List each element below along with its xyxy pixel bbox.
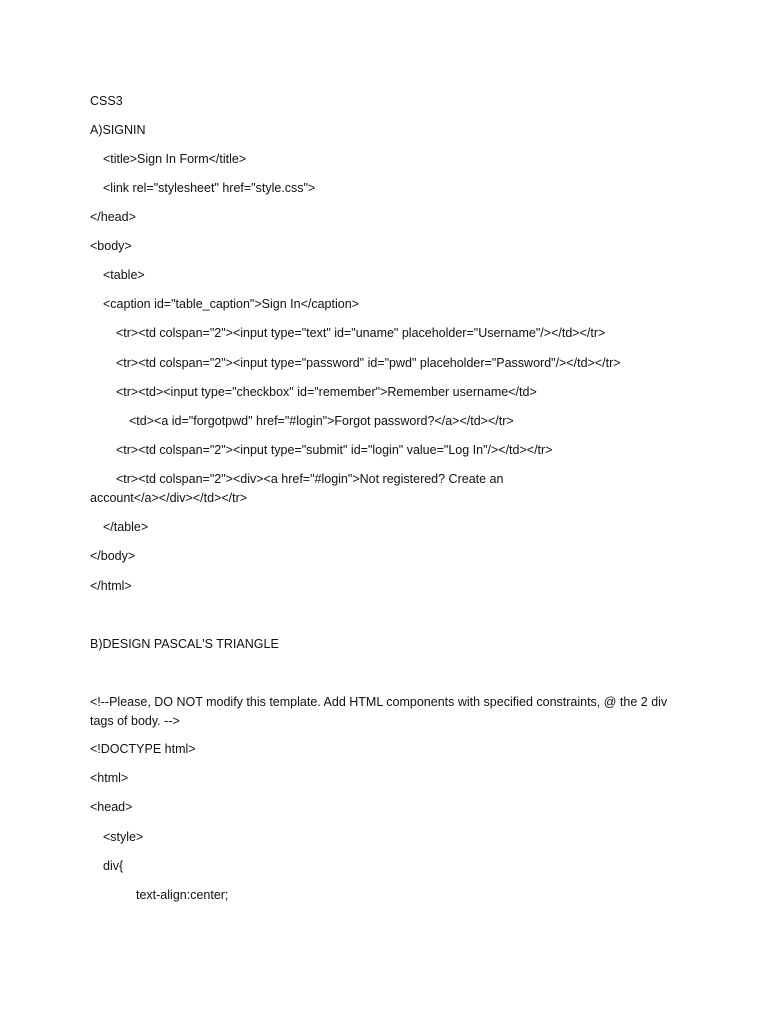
heading-pascals-triangle: B)DESIGN PASCAL'S TRIANGLE [90, 637, 279, 651]
code-line-row-submit: <tr><td colspan="2"><input type="submit" id="login" value="Log In"/></td></tr> [116, 443, 553, 457]
code-line-html-close: </html> [90, 579, 132, 593]
code-line-row-username: <tr><td colspan="2"><input type="text" id="uname" placeholder="Username"/></td></tr> [116, 326, 606, 340]
code-line-row-remember: <tr><td><input type="checkbox" id="remember">Remember username</td> [116, 385, 537, 399]
code-line-text-align: text-align:center; [136, 888, 229, 902]
code-line-body-close: </body> [90, 549, 136, 563]
code-line-table-close: </table> [103, 520, 149, 534]
code-line-comment-cont: tags of body. --> [90, 714, 180, 728]
code-line-row-register: <tr><td colspan="2"><div><a href="#login">Not registered? Create an [116, 472, 504, 486]
code-line-style-open: <style> [103, 830, 144, 844]
code-line-head-close: </head> [90, 210, 136, 224]
code-line-div-selector: div{ [103, 859, 124, 873]
heading-signin: A)SIGNIN [90, 123, 146, 137]
code-line-forgot-password: <td><a id="forgotpwd" href="#login">Forgot password?</a></td></tr> [129, 414, 514, 428]
code-line-comment: <!--Please, DO NOT modify this template. Add HTML components with specified constraints, @ the 2 div [90, 695, 668, 709]
code-line-doctype: <!DOCTYPE html> [90, 742, 196, 756]
code-line-title: <title>Sign In Form</title> [103, 152, 247, 166]
code-line-table-open: <table> [103, 268, 145, 282]
code-line-head-open: <head> [90, 800, 133, 814]
code-line-caption: <caption id="table_caption">Sign In</caption> [103, 297, 359, 311]
code-line-body-open: <body> [90, 239, 132, 253]
code-line-row-register-cont: account</a></div></td></tr> [90, 491, 248, 505]
heading-css3: CSS3 [90, 94, 123, 108]
code-line-link: <link rel="stylesheet" href="style.css"> [103, 181, 316, 195]
code-line-row-password: <tr><td colspan="2"><input type="password" id="pwd" placeholder="Password"/></td></tr> [116, 356, 621, 370]
code-line-html-open: <html> [90, 771, 129, 785]
